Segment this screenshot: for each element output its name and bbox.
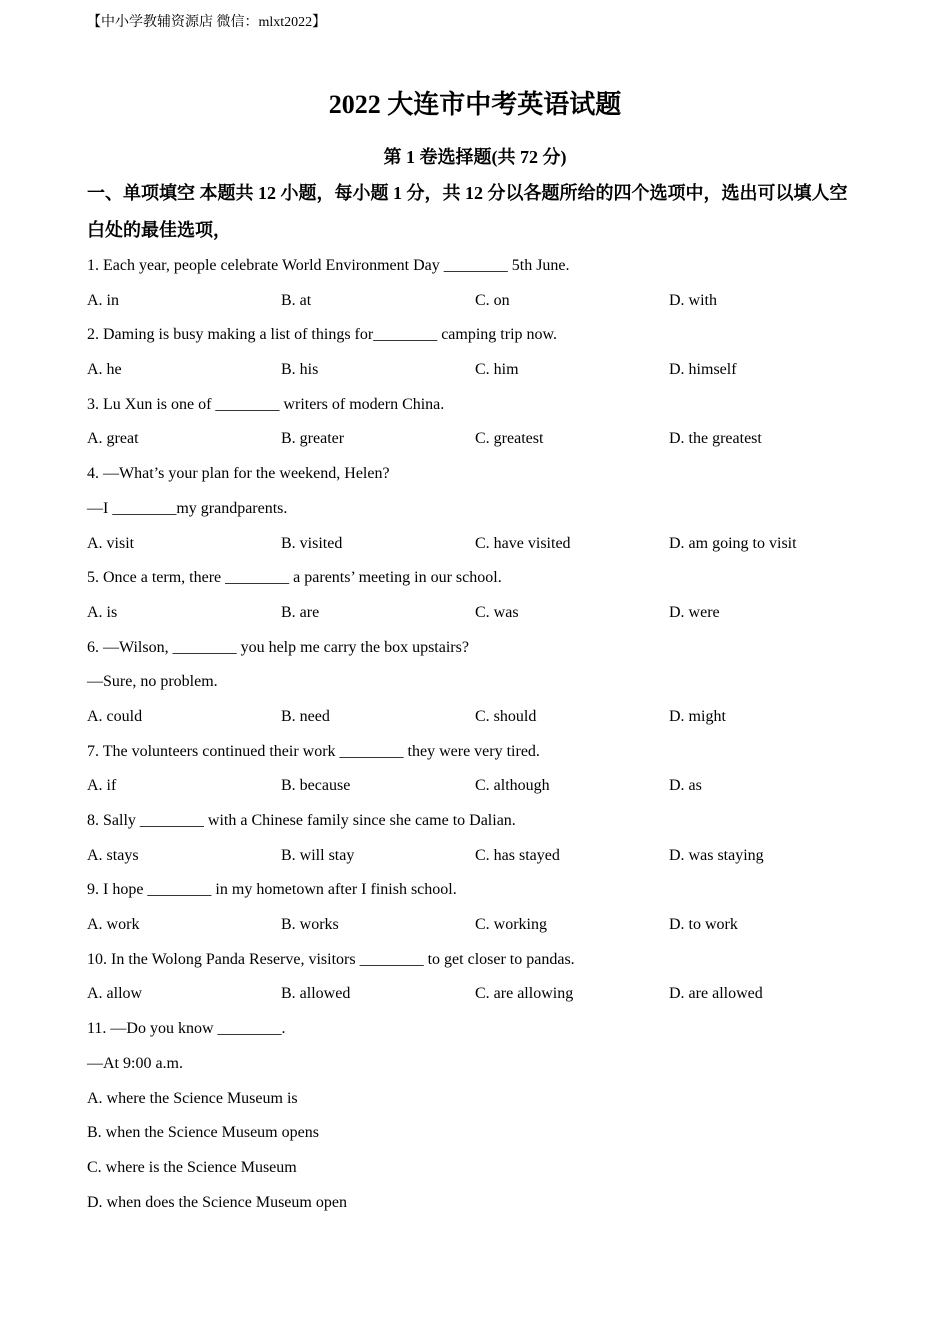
option: A. allow — [87, 985, 143, 1003]
option: B. works — [281, 916, 339, 934]
options-row — [87, 908, 863, 943]
option: B. his — [281, 361, 319, 379]
option: C. was — [475, 603, 519, 621]
option: B. will stay — [281, 846, 355, 864]
option: B. are — [281, 603, 320, 621]
options-row — [87, 769, 863, 804]
question-list — [87, 249, 863, 1220]
options-row — [87, 596, 863, 631]
question-stem: 4. —What’s your plan for the weekend, Helen? — [87, 465, 390, 483]
dialogue-reply: —I ________my grandparents. — [87, 499, 288, 517]
option: B. allowed — [281, 985, 351, 1003]
option: A. work — [87, 916, 140, 934]
option: A. is — [87, 603, 118, 621]
section-heading: 一、单项填空 本题共 12 小题，每小题 1 分，共 12 分以各题所给的四个选项中，选出可以填人空白处的最佳选项， — [87, 183, 848, 240]
option: D. am going to visit — [669, 534, 797, 552]
option: C. have visited — [475, 534, 571, 552]
option: D. when does the Science Museum open — [87, 1193, 347, 1211]
option: C. are allowing — [475, 985, 574, 1003]
question-stem: 10. In the Wolong Panda Reserve, visitors ________ to get closer to pandas. — [87, 950, 575, 968]
page-title: 2022 大连市中考英语试题 — [328, 90, 622, 119]
option: D. with — [669, 291, 717, 309]
option: B. when the Science Museum opens — [87, 1124, 319, 1142]
question-stem: 1. Each year, people celebrate World Environment Day ________ 5th June. — [87, 257, 570, 274]
options-row — [87, 422, 863, 457]
option: C. on — [475, 291, 510, 309]
option: D. are allowed — [669, 985, 763, 1003]
option: B. because — [281, 777, 351, 795]
options-row — [87, 700, 863, 735]
options-row — [87, 839, 863, 874]
options-row — [87, 527, 863, 562]
options-row — [87, 977, 863, 1012]
option: C. where is the Science Museum — [87, 1158, 297, 1176]
option: B. at — [281, 291, 312, 309]
option: D. as — [669, 777, 702, 795]
option: D. himself — [669, 361, 737, 379]
option: D. were — [669, 603, 720, 621]
options-row — [87, 284, 863, 319]
option: A. could — [87, 707, 143, 725]
option: C. working — [475, 916, 547, 934]
question-stem: 6. —Wilson, ________ you help me carry the box upstairs? — [87, 638, 469, 656]
option: C. should — [475, 707, 537, 725]
option: A. stays — [87, 846, 139, 864]
options-row — [87, 353, 863, 388]
option: D. might — [669, 707, 726, 725]
option: C. him — [475, 361, 519, 379]
option: B. visited — [281, 534, 343, 552]
option: A. great — [87, 430, 139, 448]
option: D. the greatest — [669, 430, 762, 448]
page-subtitle: 第 1 卷选择题(共 72 分) — [383, 147, 567, 167]
dialogue-reply: —At 9:00 a.m. — [87, 1054, 183, 1072]
header-watermark: 【中小学教辅资源店 微信：mlxt2022】 — [87, 15, 327, 30]
question-stem: 9. I hope ________ in my hometown after I finish school. — [87, 881, 457, 899]
question-stem: 2. Daming is busy making a list of things for________ camping trip now. — [87, 326, 558, 344]
question-stem: 5. Once a term, there ________ a parents’ meeting in our school. — [87, 569, 502, 587]
dialogue-reply: —Sure, no problem. — [87, 673, 218, 691]
option: D. to work — [669, 916, 738, 934]
option: A. where the Science Museum is — [87, 1089, 298, 1107]
option: D. was staying — [669, 846, 764, 864]
question-stem: 7. The volunteers continued their work ________ they were very tired. — [87, 742, 540, 760]
option: A. he — [87, 361, 122, 379]
question-stem: 11. —Do you know ________. — [87, 1020, 286, 1038]
option: B. greater — [281, 430, 345, 448]
option: C. has stayed — [475, 846, 560, 864]
option: A. if — [87, 777, 117, 795]
option: A. visit — [87, 534, 135, 552]
option: C. although — [475, 777, 550, 795]
question-stem: 3. Lu Xun is one of ________ writers of modern China. — [87, 395, 445, 413]
option: B. need — [281, 707, 330, 725]
option: C. greatest — [475, 430, 544, 448]
question-stem: 8. Sally ________ with a Chinese family since she came to Dalian. — [87, 812, 516, 829]
option: A. in — [87, 291, 119, 309]
